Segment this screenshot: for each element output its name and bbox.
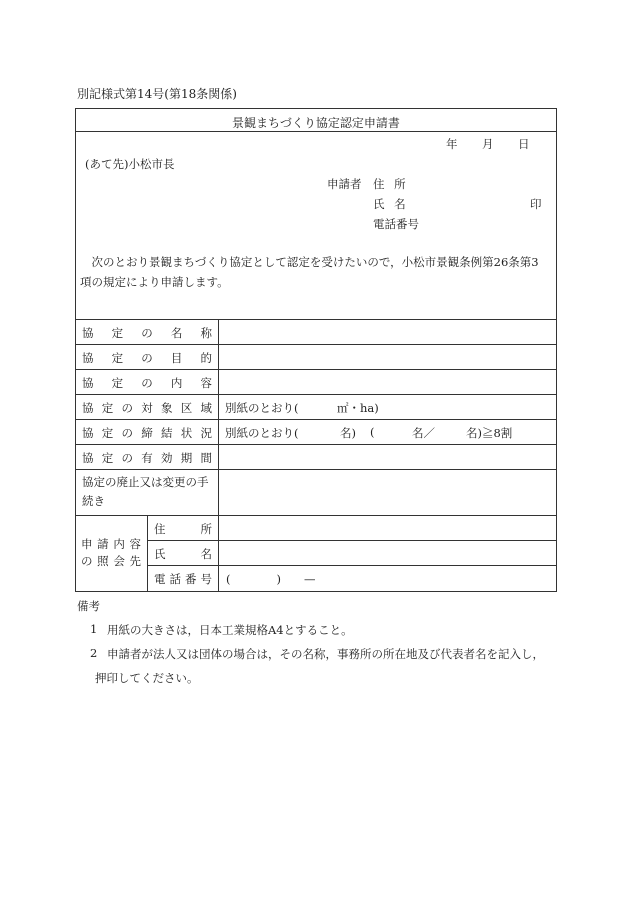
form-title: 景観まちづくり協定認定申請書 [232, 116, 400, 130]
remark-2-text-cont: 押印してください。 [95, 671, 199, 685]
contact-name-label: 氏 名 [154, 547, 212, 561]
remark-2-text: 申請者が法人又は団体の場合は，その名称，事務所の所在地及び代表者名を記入し， [107, 647, 544, 661]
row-label-area: 協 定 の 対 象 区 域 [82, 401, 212, 415]
form-number: 別記様式第14号(第18条関係) [77, 87, 237, 101]
remark-1-text: 用紙の大きさは，日本工業規格A4とすること。 [107, 623, 353, 637]
date-year: 年 [446, 137, 458, 151]
row-label-purpose: 協 定 の 目 的 [82, 351, 212, 365]
seal-mark: 印 [530, 197, 542, 211]
status-value-3: 名／ [412, 426, 435, 440]
remark-1-num: 1 [90, 622, 98, 636]
contact-phone-value: ( ) — [226, 572, 316, 586]
status-value-2: ( [370, 425, 375, 439]
date-day: 日 [518, 137, 530, 151]
contact-label-line2: の 照 会 先 [81, 554, 141, 568]
contact-phone-label: 電 話 番 号 [154, 572, 212, 586]
row-label-content: 協 定 の 内 容 [82, 376, 212, 390]
area-value-unit: ㎡・ha) [337, 401, 379, 415]
row-label-period: 協 定 の 有 効 期 間 [82, 451, 212, 465]
status-value-prefix: 別紙のとおり( [225, 426, 299, 440]
area-value-prefix: 別紙のとおり( [225, 401, 299, 415]
remarks-title: 備考 [77, 599, 100, 613]
row-label-status: 協 定 の 締 結 状 況 [82, 426, 212, 440]
statement: 次のとおり景観まちづくり協定として認定を受けたいので，小松市景観条例第26条第3項の規定により申請します。 [80, 255, 539, 289]
row-label-procedure: 協定の廃止又は変更の手続き [82, 475, 209, 508]
contact-label-line1: 申 請 内 容 [81, 537, 141, 551]
date-month: 月 [482, 137, 494, 151]
applicant-name-label: 氏 名 [373, 197, 406, 211]
status-value-4: 名)≧8割 [466, 426, 513, 440]
applicant-phone-label: 電話番号 [373, 217, 419, 231]
remark-2-num: 2 [90, 646, 98, 660]
row-label-name: 協 定 の 名 称 [82, 326, 212, 340]
applicant-address-label: 住 所 [373, 177, 406, 191]
applicant-label: 申請者 [327, 177, 362, 191]
status-value-1: 名) [340, 426, 356, 440]
contact-address-label: 住 所 [154, 522, 212, 536]
addressee: (あて先)小松市長 [85, 157, 175, 171]
